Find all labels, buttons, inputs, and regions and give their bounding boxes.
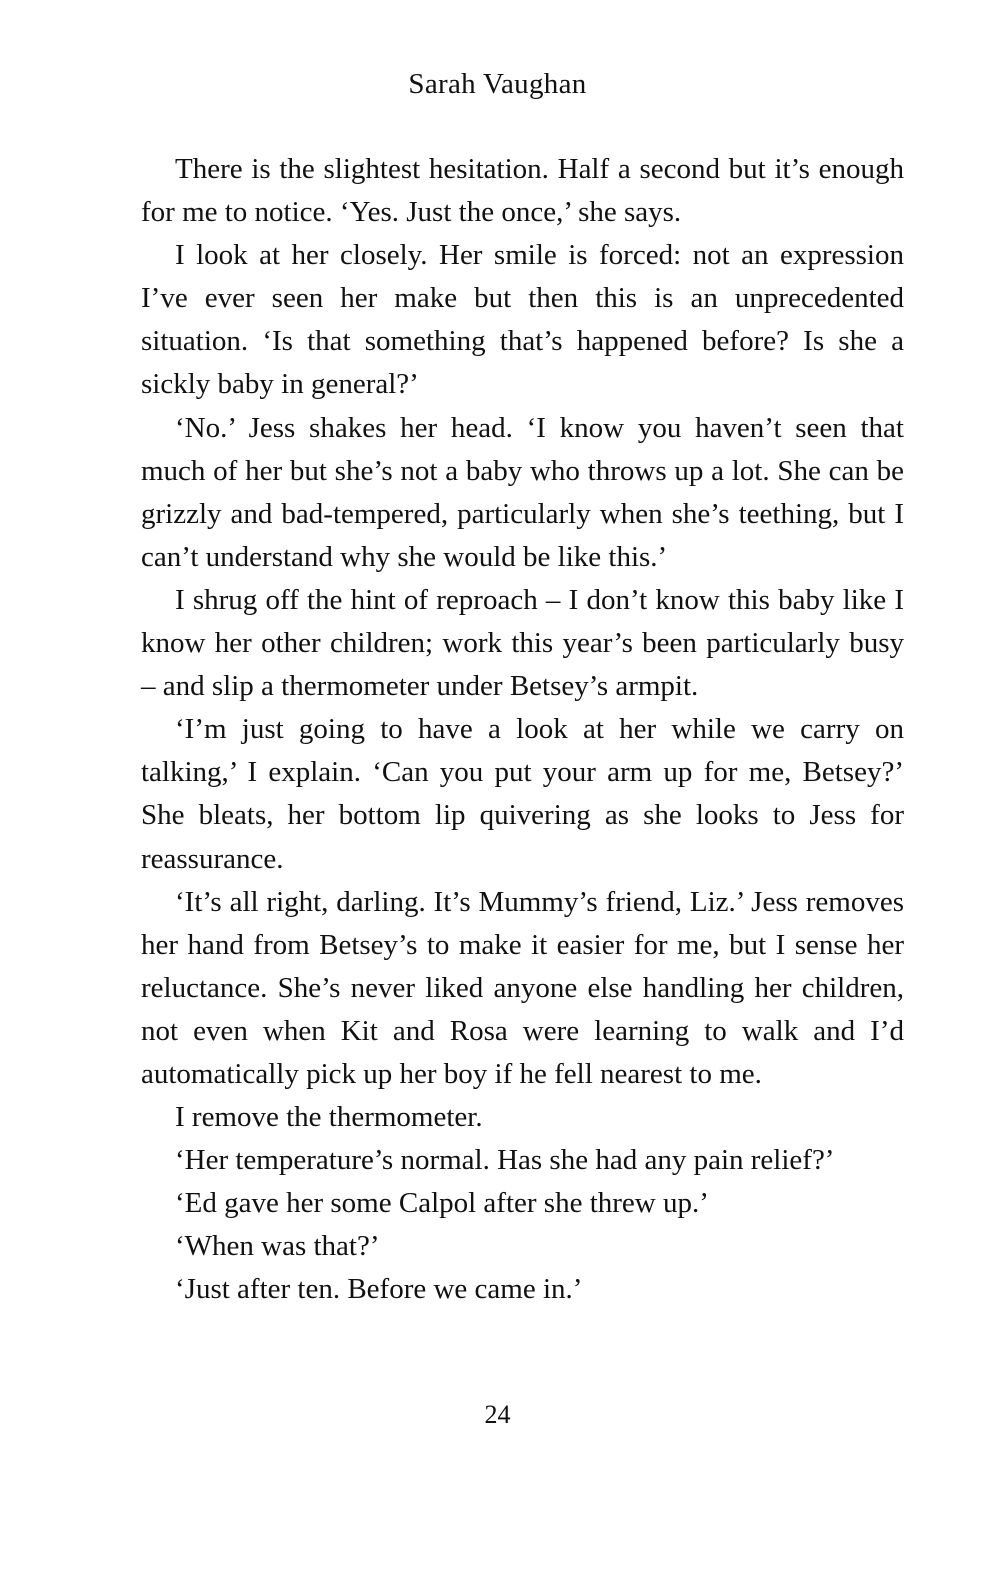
paragraph: ‘I’m just going to have a look at her while we carry on talking,’ I explain. ‘Can you put your arm up for me, Betsey?’ She bleats, her bottom lip quivering as she looks to Jess for reassurance. <box>141 713 904 875</box>
paragraph: ‘It’s all right, darling. It’s Mummy’s friend, Liz.’ Jess removes her hand from Betsey’s to make it easier for me, but I sense her reluctance. She’s never liked anyone else handling her children, not even when Kit and Rosa were learning to walk and I’d automatically pick up her boy if he fell nearest to me. <box>141 885 904 1090</box>
paragraph: I shrug off the hint of reproach – I don’t know this baby like I know her other children; work this year’s been particularly busy – and slip a thermometer under Betsey’s armpit. <box>141 583 904 703</box>
paragraph: There is the slightest hesitation. Half a second but it’s enough for me to notice. ‘Yes. Just the once,’ she says. <box>141 153 904 229</box>
body-text <box>141 148 904 1312</box>
paragraph: ‘Ed gave her some Calpol after she threw up.’ <box>175 1187 709 1220</box>
paragraph: ‘Just after ten. Before we came in.’ <box>175 1273 583 1306</box>
paragraph: I remove the thermometer. <box>175 1101 483 1134</box>
running-header: Sarah Vaughan <box>408 68 587 100</box>
paragraph: ‘When was that?’ <box>175 1230 380 1263</box>
paragraph: ‘Her temperature’s normal. Has she had any pain relief?’ <box>175 1144 835 1177</box>
paragraph: I look at her closely. Her smile is forced: not an expression I’ve ever seen her make but then this is an unprecedented situation. ‘Is that something that’s happened before? Is she a sickly baby in general?’ <box>141 239 904 401</box>
paragraph: ‘No.’ Jess shakes her head. ‘I know you haven’t seen that much of her but she’s not a baby who throws up a lot. She can be grizzly and bad-tempered, particularly when she’s teething, but I can’t understand why she would be like this.’ <box>141 411 904 573</box>
page-number: 24 <box>484 1400 511 1429</box>
